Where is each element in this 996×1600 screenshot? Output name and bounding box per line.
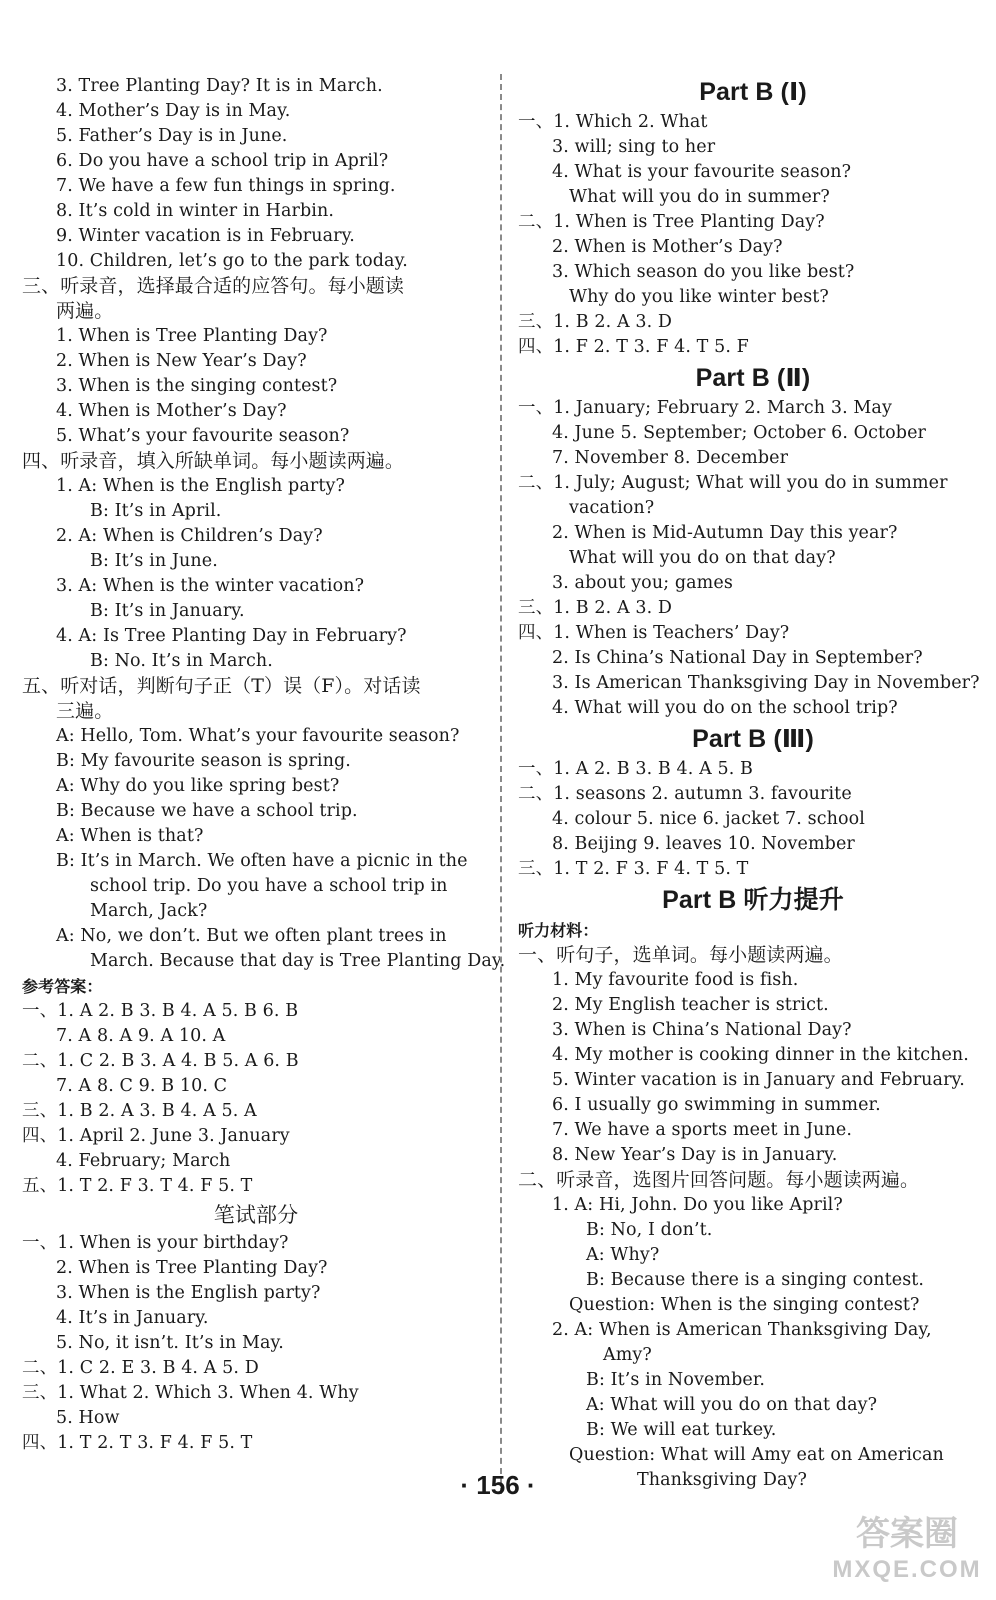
text-line: 10. Children, let’s go to the park today. [56, 251, 408, 271]
text-line: A: No, we don’t. But we often plant trees in [56, 926, 447, 946]
watermark-logo [832, 1512, 982, 1590]
text-line: 1. A: Hi, John. Do you like April? [552, 1195, 843, 1215]
text-line: 7. We have a few fun things in spring. [56, 176, 396, 196]
text-line: B: It’s in January. [90, 601, 245, 621]
text-line: 8. It’s cold in winter in Harbin. [56, 201, 335, 221]
question-heading: 三、听录音，选择最合适的应答句。每小题读 [22, 275, 405, 297]
text-line: 3. Tree Planting Day? It is in March. [56, 76, 383, 96]
text-line: 二、1. seasons 2. autumn 3. favourite [518, 784, 852, 804]
text-line: March, Jack? [90, 901, 208, 921]
text-line: 7. We have a sports meet in June. [552, 1120, 853, 1140]
page-number: · 156 · [460, 1470, 536, 1500]
text-line: 二、1. C 2. E 3. B 4. A 5. D [22, 1358, 259, 1378]
text-line: 三、1. What 2. Which 3. When 4. Why [22, 1383, 359, 1403]
text-line: 一、1. Which 2. What [518, 112, 708, 132]
right-column [518, 74, 988, 1493]
question-heading: 二、听录音，选图片回答问题。每小题读两遍。 [518, 1169, 920, 1191]
text-line: What will you do in summer? [569, 187, 830, 207]
text-line: B: No. It’s in March. [90, 651, 273, 671]
text-line: 二、1. C 2. B 3. A 4. B 5. A 6. B [22, 1051, 299, 1071]
text-line: 三、1. B 2. A 3. B 4. A 5. A [22, 1101, 257, 1121]
text-line: A: When is that? [56, 826, 204, 846]
text-line: B: It’s in June. [90, 551, 218, 571]
text-line: 3. A: When is the winter vacation? [56, 576, 365, 596]
text-line: 3. When is the singing contest? [56, 376, 338, 396]
text-line: 四、1. April 2. June 3. January [22, 1126, 290, 1146]
text-line: 4. What will you do on the school trip? [552, 698, 898, 718]
text-line: 2. Is China’s National Day in September? [552, 648, 923, 668]
text-line: 5. What’s your favourite season? [56, 426, 350, 446]
text-line: 5. Winter vacation is in January and February. [552, 1070, 965, 1090]
text-line: 2. When is Mother’s Day? [552, 237, 783, 257]
question-heading: 四、听录音，填入所缺单词。每小题读两遍。 [22, 450, 405, 472]
text-line: 9. Winter vacation is in February. [56, 226, 355, 246]
answer-label: 参考答案： [22, 977, 103, 996]
text-line: B: Because there is a singing contest. [586, 1270, 925, 1290]
text-line: March. Because that day is Tree Planting Day. [90, 951, 506, 971]
text-line: 3. When is the English party? [56, 1283, 321, 1303]
text-line: 3. Which season do you like best? [552, 262, 855, 282]
text-line: 8. Beijing 9. leaves 10. November [552, 834, 855, 854]
text-line: 四、1. F 2. T 3. F 4. T 5. F [518, 337, 749, 357]
text-line: Why do you like winter best? [569, 287, 829, 307]
text-line: 三、1. B 2. A 3. D [518, 598, 673, 618]
text-line: 2. When is Mid-Autumn Day this year? [552, 523, 898, 543]
text-line: 三、1. T 2. F 3. F 4. T 5. T [518, 859, 749, 879]
text-line: 5. How [56, 1408, 120, 1428]
text-line: 二、1. July; August; What will you do in summer [518, 473, 948, 493]
text-line: 3. When is China’s National Day? [552, 1020, 852, 1040]
text-line: 一、1. A 2. B 3. B 4. A 5. B 6. B [22, 1001, 299, 1021]
text-line: 一、1. A 2. B 3. B 4. A 5. B [518, 759, 754, 779]
question-heading: 一、听句子，选单词。每小题读两遍。 [518, 944, 843, 966]
text-line: 4. colour 5. nice 6. jacket 7. school [552, 809, 865, 829]
watermark-url: MXQE.COM [832, 1556, 982, 1583]
text-line: 8. New Year’s Day is in January. [552, 1145, 838, 1165]
text-line: 7. A 8. A 9. A 10. A [56, 1026, 226, 1046]
text-line: 4. My mother is cooking dinner in the kitchen. [552, 1045, 969, 1065]
text-line: 四、1. When is Teachers’ Day? [518, 623, 790, 643]
text-line: 3. Is American Thanksgiving Day in November? [552, 673, 980, 693]
text-line: 四、1. T 2. T 3. F 4. F 5. T [22, 1433, 253, 1453]
text-line: B: It’s in April. [90, 501, 222, 521]
text-line: B: It’s in November. [586, 1370, 766, 1390]
text-line: 2. When is New Year’s Day? [56, 351, 307, 371]
text-line: 4. When is Mother’s Day? [56, 401, 287, 421]
text-line: What will you do on that day? [569, 548, 836, 568]
text-line: vacation? [569, 498, 655, 518]
text-line: 3. about you; games [552, 573, 733, 593]
text-line: 二、1. When is Tree Planting Day? [518, 212, 825, 232]
text-line: 4. June 5. September; October 6. October [552, 423, 927, 443]
text-line: 5. No, it isn’t. It’s in May. [56, 1333, 284, 1353]
text-line: B: My favourite season is spring. [56, 751, 351, 771]
text-line: Amy? [603, 1345, 652, 1365]
text-line: B: Because we have a school trip. [56, 801, 358, 821]
text-line: 2. My English teacher is strict. [552, 995, 829, 1015]
text-line: Question: What will Amy eat on American [569, 1445, 944, 1465]
text-line: 7. November 8. December [552, 448, 789, 468]
text-line: 一、1. When is your birthday? [22, 1233, 289, 1253]
text-line: A: Why? [586, 1245, 660, 1265]
text-line: 4. It’s in January. [56, 1308, 209, 1328]
question-heading: 两遍。 [56, 300, 114, 322]
part-heading: Part B (Ⅱ) [695, 364, 811, 392]
text-line: Thanksgiving Day? [637, 1470, 807, 1490]
text-line: 1. My favourite food is fish. [552, 970, 799, 990]
part-heading: Part B 听力提升 [662, 886, 844, 914]
question-heading: 五、听对话，判断句子正（T）误（F）。对话读 [22, 675, 421, 697]
text-line: A: What will you do on that day? [586, 1395, 878, 1415]
text-line: 7. A 8. C 9. B 10. C [56, 1076, 228, 1096]
text-line: Question: When is the singing contest? [569, 1295, 920, 1315]
text-line: 2. A: When is Children’s Day? [56, 526, 323, 546]
text-line: school trip. Do you have a school trip in [90, 876, 448, 896]
text-line: 1. A: When is the English party? [56, 476, 345, 496]
text-line: 5. Father’s Day is in June. [56, 126, 288, 146]
text-line: A: Hello, Tom. What’s your favourite season? [56, 726, 460, 746]
text-line: 6. I usually go swimming in summer. [552, 1095, 881, 1115]
section-heading: 笔试部分 [213, 1203, 299, 1227]
text-line: 1. When is Tree Planting Day? [56, 326, 328, 346]
watermark-title: 答案圈 [856, 1515, 958, 1553]
text-line: A: Why do you like spring best? [56, 776, 340, 796]
text-line: B: We will eat turkey. [586, 1420, 777, 1440]
answer-label: 听力材料： [518, 921, 599, 940]
text-line: 五、1. T 2. F 3. T 4. F 5. T [22, 1176, 253, 1196]
part-heading: Part B (Ⅰ) [699, 78, 807, 106]
question-heading: 三遍。 [56, 700, 114, 722]
text-line: 4. A: Is Tree Planting Day in February? [56, 626, 407, 646]
text-line: 2. A: When is American Thanksgiving Day, [552, 1320, 932, 1340]
text-line: 6. Do you have a school trip in April? [56, 151, 389, 171]
text-line: 三、1. B 2. A 3. D [518, 312, 673, 332]
text-line: B: It’s in March. We often have a picnic in the [56, 851, 468, 871]
text-line: 4. What is your favourite season? [552, 162, 852, 182]
text-line: 3. will; sing to her [552, 137, 716, 157]
text-line: 2. When is Tree Planting Day? [56, 1258, 328, 1278]
text-line: 4. February; March [56, 1151, 231, 1171]
part-heading: Part B (Ⅲ) [692, 725, 814, 753]
text-line: 4. Mother’s Day is in May. [56, 101, 291, 121]
text-line: B: No, I don’t. [586, 1220, 713, 1240]
column-divider [500, 74, 502, 1494]
text-line: 一、1. January; February 2. March 3. May [518, 398, 892, 418]
left-column [22, 74, 506, 1456]
